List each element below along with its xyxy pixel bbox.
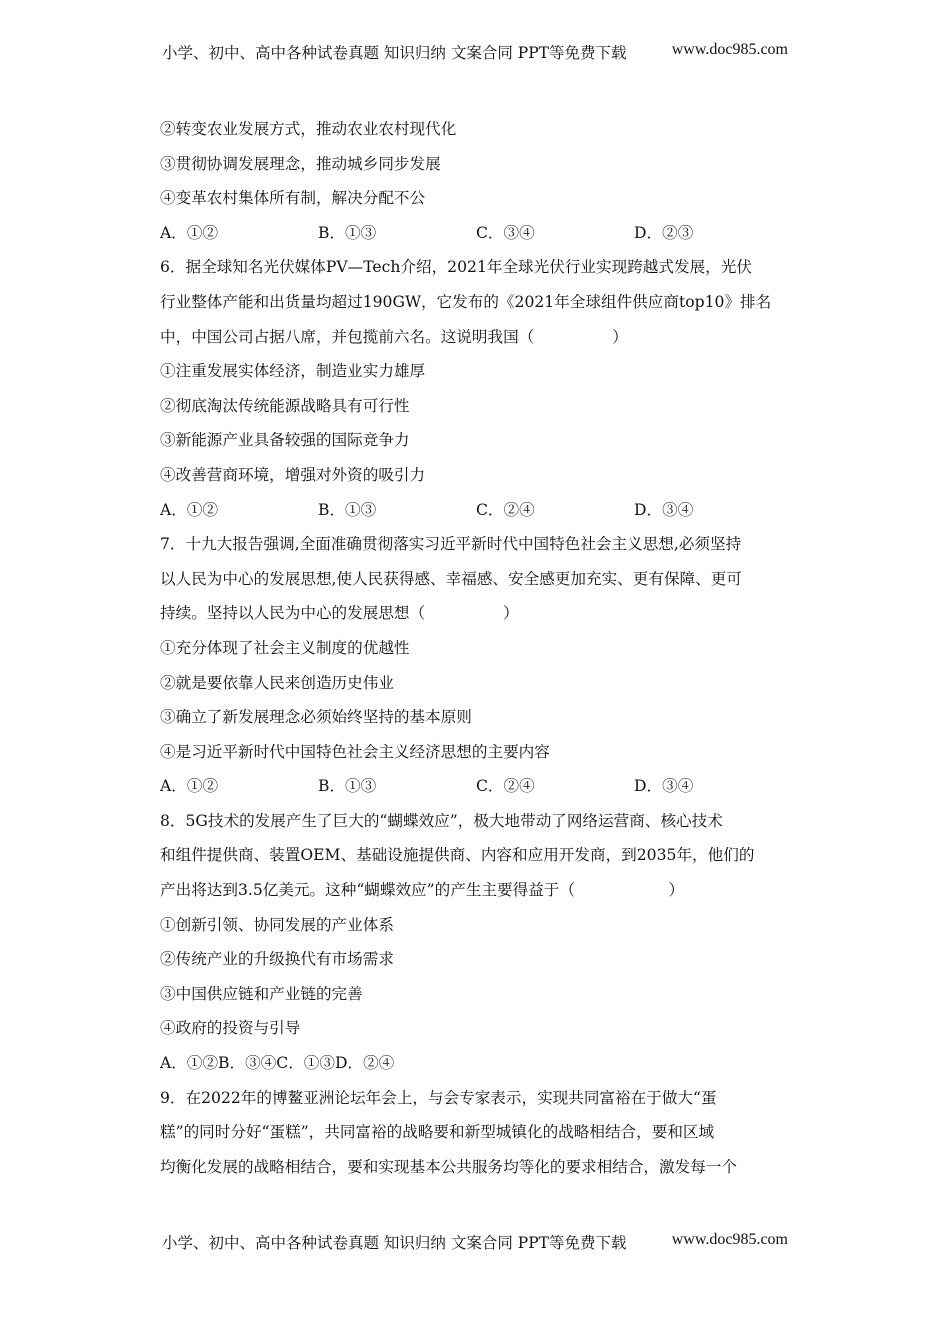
option-b: B．①③: [318, 223, 377, 242]
document-body: [160, 112, 792, 1184]
option-c: C．②④: [476, 500, 535, 519]
choice-item: ③中国供应链和产业链的完善: [160, 984, 363, 1003]
page-header: [162, 41, 788, 63]
question-7: [160, 527, 792, 804]
choice-item: ②转变农业发展方式，推动农业农村现代化: [160, 120, 457, 138]
option-b: B．①③: [318, 500, 377, 519]
option-d: D．③④: [634, 500, 694, 519]
header-url[interactable]: www.doc985.com: [671, 41, 788, 58]
question-stem: 和组件提供商、装置OEM、基础设施提供商、内容和应用开发商，到2035年，他们的: [160, 846, 755, 865]
question-stem: 行业整体产能和出货量均超过190GW，它发布的《2021年全球组件供应商top10》排名: [160, 292, 772, 311]
choice-item: ④是习近平新时代中国特色社会主义经济思想的主要内容: [160, 742, 550, 761]
option-c: C．②④: [476, 777, 535, 796]
choice-item: ④改善营商环境，增强对外资的吸引力: [160, 465, 426, 484]
option-c: C．③④: [476, 223, 535, 242]
answer-options: A．①②B．③④C．①③D．②④: [160, 1054, 395, 1073]
answer-options: [160, 216, 792, 251]
answer-options: [160, 493, 792, 528]
choice-item: ②传统产业的升级换代有市场需求: [160, 950, 394, 969]
question-stem: 糕”的同时分好“蛋糕”，共同富裕的战略要和新型城镇化的战略相结合，要和区域: [160, 1123, 715, 1142]
question-stem: 以人民为中心的发展思想,使人民获得感、幸福感、安全感更加充实、更有保障、更可: [160, 569, 742, 588]
choice-item: ④政府的投资与引导: [160, 1019, 301, 1038]
question-9: [160, 1081, 792, 1185]
question-stem: 7．十九大报告强调,全面准确贯彻落实习近平新时代中国特色社会主义思想,必须坚持: [160, 535, 742, 554]
question-5: [160, 112, 792, 250]
option-d: D．②③: [634, 223, 694, 242]
answer-options: [160, 769, 792, 804]
option-a: A．①②: [160, 500, 219, 519]
option-a: A．①②: [160, 223, 219, 242]
choice-item: ①充分体现了社会主义制度的优越性: [160, 638, 410, 657]
option-b: B．①③: [318, 777, 377, 796]
choice-item: ②彻底淘汰传统能源战略具有可行性: [160, 396, 410, 415]
footer-text: 小学、初中、高中各种试卷真题 知识归纳 文案合同 PPT等免费下载: [162, 1234, 627, 1252]
question-stem: 9．在2022年的博鳌亚洲论坛年会上，与会专家表示，实现共同富裕在于做大“蛋: [160, 1088, 717, 1107]
choice-item: ①注重发展实体经济，制造业实力雄厚: [160, 362, 426, 381]
question-stem: 产出将达到3.5亿美元。这种“蝴蝶效应”的产生主要得益于（ ）: [160, 881, 685, 900]
choice-item: ④变革农村集体所有制，解决分配不公: [160, 189, 426, 208]
header-text: 小学、初中、高中各种试卷真题 知识归纳 文案合同 PPT等免费下载: [162, 44, 627, 62]
question-stem: 8．5G技术的发展产生了巨大的“蝴蝶效应”，极大地带动了网络运营商、核心技术: [160, 811, 723, 830]
footer-url[interactable]: www.doc985.com: [671, 1231, 788, 1248]
question-6: [160, 250, 792, 527]
question-stem: 均衡化发展的战略相结合，要和实现基本公共服务均等化的要求相结合，激发每一个: [160, 1157, 737, 1176]
question-stem: 6．据全球知名光伏媒体PV—Tech介绍，2021年全球光伏行业实现跨越式发展，光伏: [160, 258, 752, 277]
page-footer: [162, 1231, 788, 1253]
option-d: D．③④: [634, 777, 694, 796]
choice-item: ②就是要依靠人民来创造历史伟业: [160, 673, 394, 692]
choice-item: ①创新引领、协同发展的产业体系: [160, 915, 394, 934]
choice-item: ③贯彻协调发展理念，推动城乡同步发展: [160, 154, 441, 173]
choice-item: ③确立了新发展理念必须始终坚持的基本原则: [160, 708, 472, 727]
option-a: A．①②: [160, 777, 219, 796]
question-stem: 中，中国公司占据八席，并包揽前六名。这说明我国（ ）: [160, 327, 628, 346]
question-8: [160, 804, 792, 1081]
question-stem: 持续。坚持以人民为中心的发展思想（ ）: [160, 604, 519, 623]
choice-item: ③新能源产业具备较强的国际竞争力: [160, 431, 410, 450]
